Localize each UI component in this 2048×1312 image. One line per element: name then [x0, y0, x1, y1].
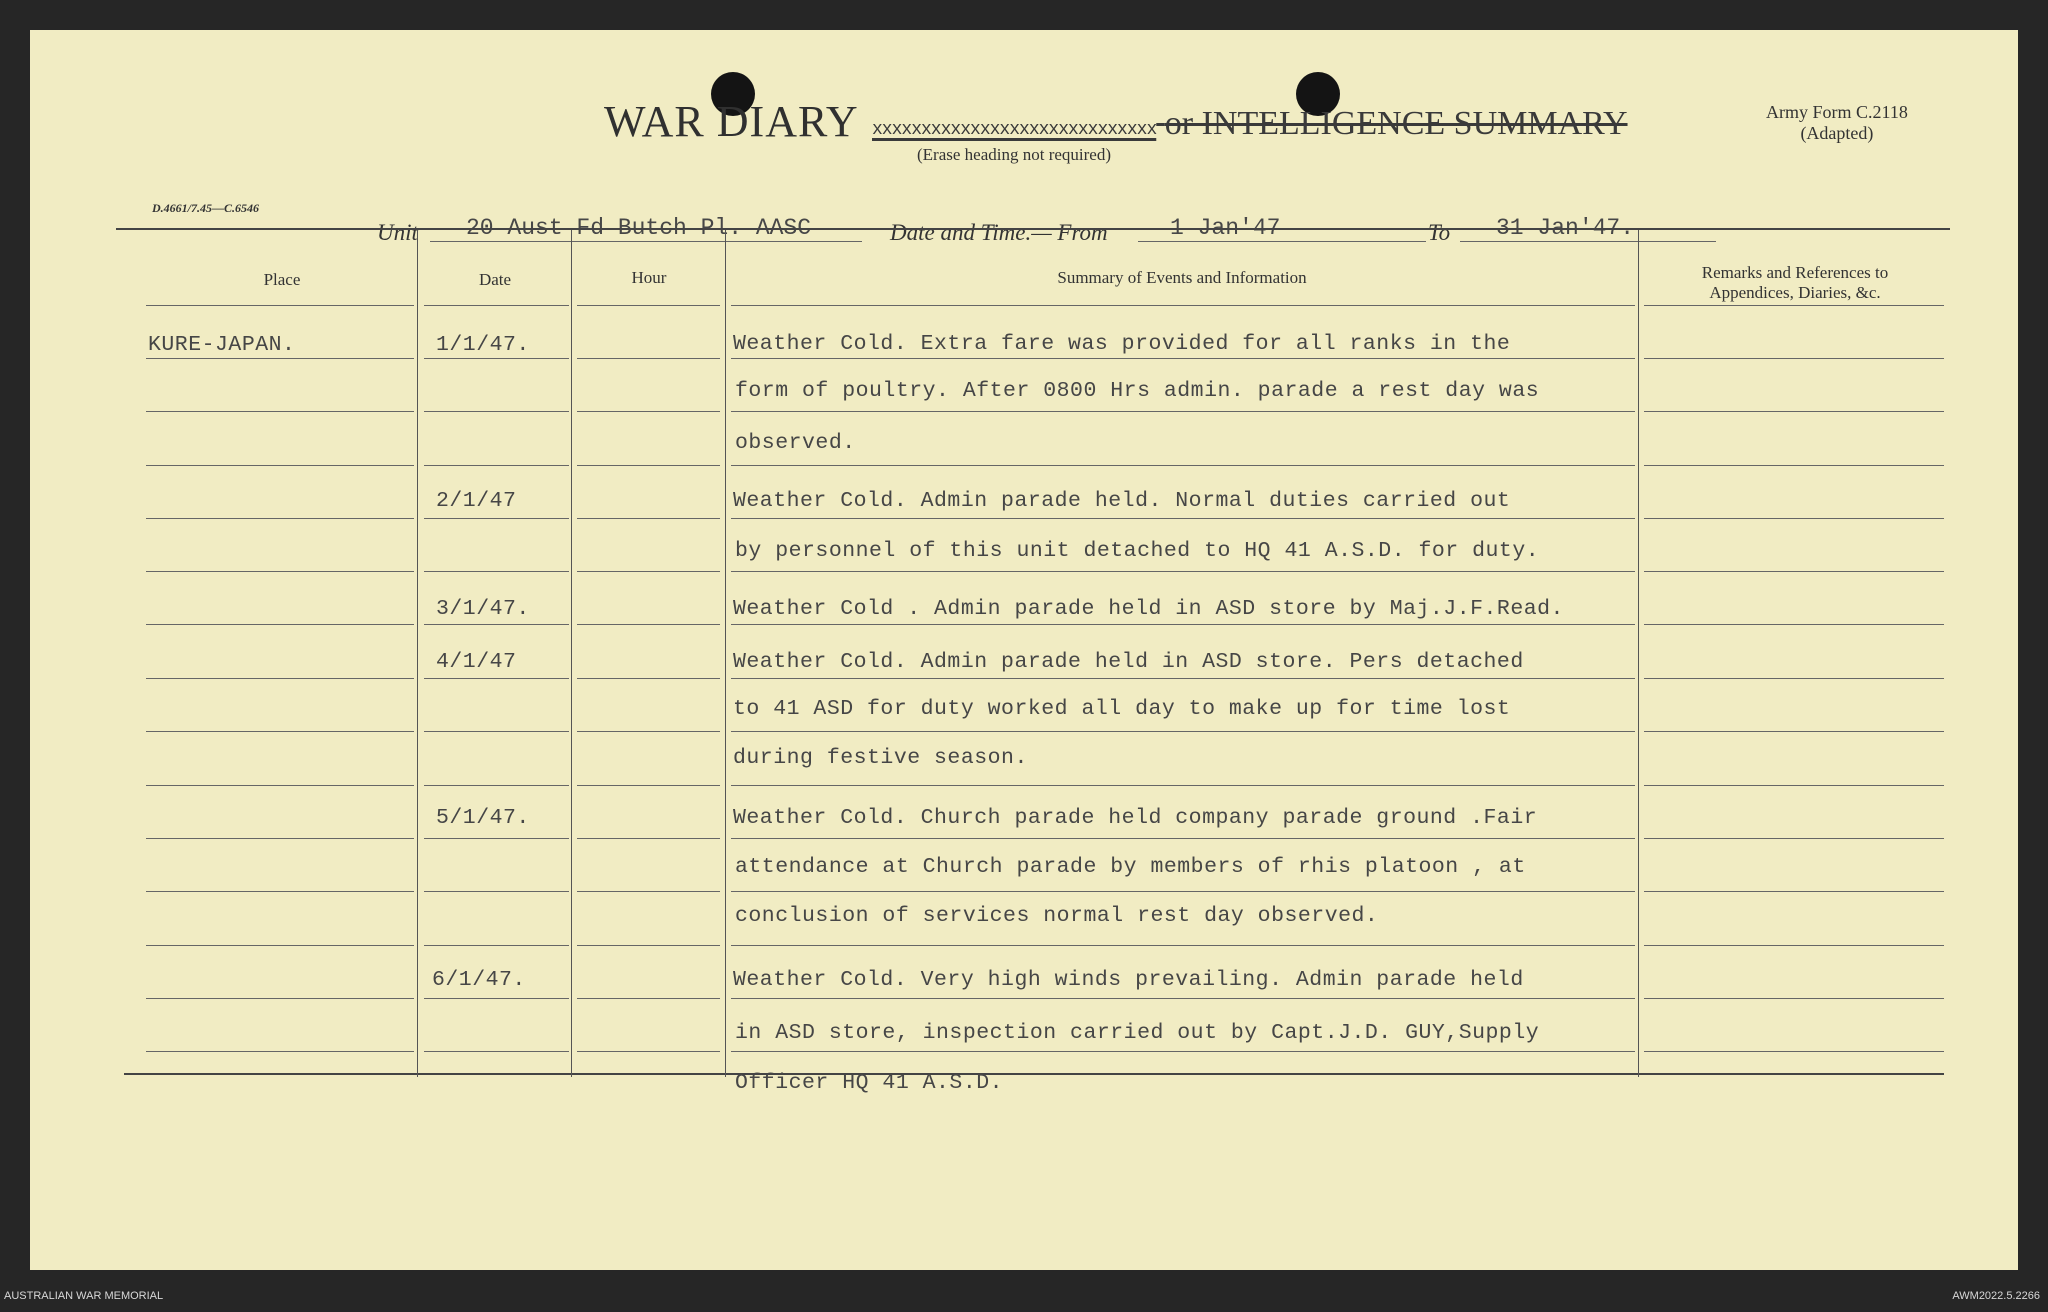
summary-line: Weather Cold. Very high winds prevailing. Admin parade held — [733, 968, 1524, 992]
unit-value: 20 Aust Fd Butch Pl. AASC — [466, 215, 812, 241]
summary-line: Weather Cold. Extra fare was provided for all ranks in the — [733, 332, 1511, 356]
ruled-line — [146, 838, 414, 839]
place-cell: KURE-JAPAN. — [148, 333, 296, 357]
ruled-line — [424, 518, 569, 519]
document-title: WAR DIARY — [604, 97, 859, 146]
ruled-line — [731, 465, 1635, 466]
summary-line: attendance at Church parade by members of rhis platoon , at — [735, 855, 1526, 879]
column-divider — [571, 230, 572, 1077]
crossed-out-heading — [872, 105, 1628, 143]
summary-line: Officer HQ 41 A.S.D. — [735, 1071, 1004, 1095]
ruled-line — [424, 305, 569, 306]
ruled-line — [1644, 945, 1944, 946]
ruled-line — [1644, 891, 1944, 892]
summary-line: in ASD store, inspection carried out by Capt.J.D. GUY,Supply — [735, 1021, 1540, 1045]
ruled-line — [424, 571, 569, 572]
ruled-line — [1644, 518, 1944, 519]
archive-caption: AUSTRALIAN WAR MEMORIAL — [4, 1290, 164, 1302]
ruled-line — [577, 411, 720, 412]
ruled-line — [146, 891, 414, 892]
ruled-line — [731, 731, 1635, 732]
date-cell: 4/1/47 — [436, 650, 517, 674]
column-header-remarks — [1642, 263, 1948, 303]
ruled-line — [424, 411, 569, 412]
ruled-line — [146, 411, 414, 412]
erase-note: (Erase heading not required) — [917, 145, 1111, 164]
summary-line: Weather Cold. Church parade held company parade ground .Fair — [733, 806, 1538, 830]
ruled-line — [731, 678, 1635, 679]
ruled-line — [577, 305, 720, 306]
ruled-line — [146, 678, 414, 679]
ruled-line — [577, 358, 720, 359]
ruled-line — [424, 838, 569, 839]
army-form-adapted: (Adapted) — [1800, 123, 1874, 143]
army-form-number: Army Form C.2118 — [1766, 102, 1908, 122]
ruled-line — [577, 465, 720, 466]
column-header-summary: Summary of Events and Information — [1057, 268, 1307, 287]
ruled-line — [1644, 1051, 1944, 1052]
ruled-line — [731, 358, 1635, 359]
date-cell: 5/1/47. — [436, 806, 530, 830]
ruled-line — [424, 678, 569, 679]
date-cell: 1/1/47. — [436, 333, 530, 357]
ruled-line — [577, 518, 720, 519]
ruled-line — [577, 571, 720, 572]
column-divider — [1638, 230, 1639, 1077]
army-form-label — [1766, 102, 1908, 144]
table-top-rule — [116, 228, 1950, 230]
table-bottom-rule — [124, 1073, 1944, 1075]
ruled-line — [731, 518, 1635, 519]
ruled-line — [1644, 624, 1944, 625]
ruled-line — [1644, 838, 1944, 839]
ruled-line — [577, 945, 720, 946]
summary-line: Weather Cold. Admin parade held in ASD store. Pers detached — [733, 650, 1524, 674]
ruled-line — [731, 624, 1635, 625]
ruled-line — [146, 518, 414, 519]
column-divider — [725, 230, 726, 1077]
to-label: To — [1428, 220, 1451, 245]
column-header-date: Date — [478, 270, 512, 289]
ruled-line — [1644, 305, 1944, 306]
ruled-line — [731, 305, 1635, 306]
ruled-line — [577, 624, 720, 625]
column-divider — [417, 230, 418, 1077]
ruled-line — [731, 1051, 1635, 1052]
ruled-line — [577, 998, 720, 999]
column-header-hour: Hour — [631, 268, 667, 287]
ruled-line — [146, 945, 414, 946]
ruled-line — [146, 785, 414, 786]
date-time-label: Date and Time.— From — [890, 220, 1108, 245]
remarks-header-line: Appendices, Diaries, &c. — [1709, 283, 1881, 302]
typed-x-overstrike: xxxxxxxxxxxxxxxxxxxxxxxxxxxxx — [872, 120, 1157, 140]
ruled-line — [1644, 678, 1944, 679]
ruled-line — [146, 624, 414, 625]
ruled-line — [1644, 731, 1944, 732]
summary-line: Weather Cold. Admin parade held. Normal duties carried out — [733, 489, 1511, 513]
ruled-line — [1644, 785, 1944, 786]
ruled-line — [146, 305, 414, 306]
date-cell: 6/1/47. — [432, 968, 526, 992]
to-underline — [1460, 241, 1716, 242]
ruled-line — [146, 358, 414, 359]
remarks-header-line: Remarks and References to — [1701, 263, 1889, 282]
ruled-line — [146, 731, 414, 732]
ruled-line — [731, 411, 1635, 412]
ruled-line — [1644, 465, 1944, 466]
ruled-line — [424, 891, 569, 892]
ruled-line — [577, 1051, 720, 1052]
ruled-line — [146, 998, 414, 999]
summary-line: observed. — [735, 431, 856, 455]
ruled-line — [424, 731, 569, 732]
ruled-line — [424, 1051, 569, 1052]
form-code: D.4661/7.45—C.6546 — [152, 201, 260, 215]
ruled-line — [577, 838, 720, 839]
summary-line: form of poultry. After 0800 Hrs admin. parade a rest day was — [735, 379, 1540, 403]
ruled-line — [424, 945, 569, 946]
ruled-line — [577, 891, 720, 892]
crossed-heading-text: or INTELLIGENCE SUMMARY — [1164, 105, 1628, 142]
summary-line: to 41 ASD for duty worked all day to make up for time lost — [733, 697, 1511, 721]
ruled-line — [1644, 998, 1944, 999]
ruled-line — [577, 785, 720, 786]
ruled-line — [731, 838, 1635, 839]
ruled-line — [1644, 358, 1944, 359]
ruled-line — [424, 358, 569, 359]
from-underline — [1138, 241, 1426, 242]
date-cell: 2/1/47 — [436, 489, 517, 513]
ruled-line — [146, 1051, 414, 1052]
ruled-line — [577, 678, 720, 679]
ruled-line — [731, 891, 1635, 892]
column-header-place: Place — [263, 270, 301, 289]
unit-underline — [430, 241, 862, 242]
unit-label: Unit — [377, 220, 418, 245]
ruled-line — [731, 998, 1635, 999]
ruled-line — [424, 624, 569, 625]
ruled-line — [731, 945, 1635, 946]
ruled-line — [1644, 411, 1944, 412]
summary-line: by personnel of this unit detached to HQ 41 A.S.D. for duty. — [735, 539, 1540, 563]
to-value: 31 Jan'47. — [1496, 215, 1635, 241]
ruled-line — [146, 571, 414, 572]
summary-line: during festive season. — [733, 746, 1028, 770]
ruled-line — [424, 785, 569, 786]
ruled-line — [146, 465, 414, 466]
from-value: 1 Jan'47 — [1170, 215, 1281, 241]
ruled-line — [731, 785, 1635, 786]
ruled-line — [731, 571, 1635, 572]
ruled-line — [1644, 571, 1944, 572]
ruled-line — [424, 465, 569, 466]
accession-number: AWM2022.5.2266 — [1952, 1290, 2040, 1302]
ruled-line — [577, 731, 720, 732]
ruled-line — [424, 998, 569, 999]
date-cell: 3/1/47. — [436, 597, 530, 621]
summary-line: conclusion of services normal rest day observed. — [735, 904, 1379, 928]
summary-line: Weather Cold . Admin parade held in ASD store by Maj.J.F.Read. — [733, 597, 1564, 621]
